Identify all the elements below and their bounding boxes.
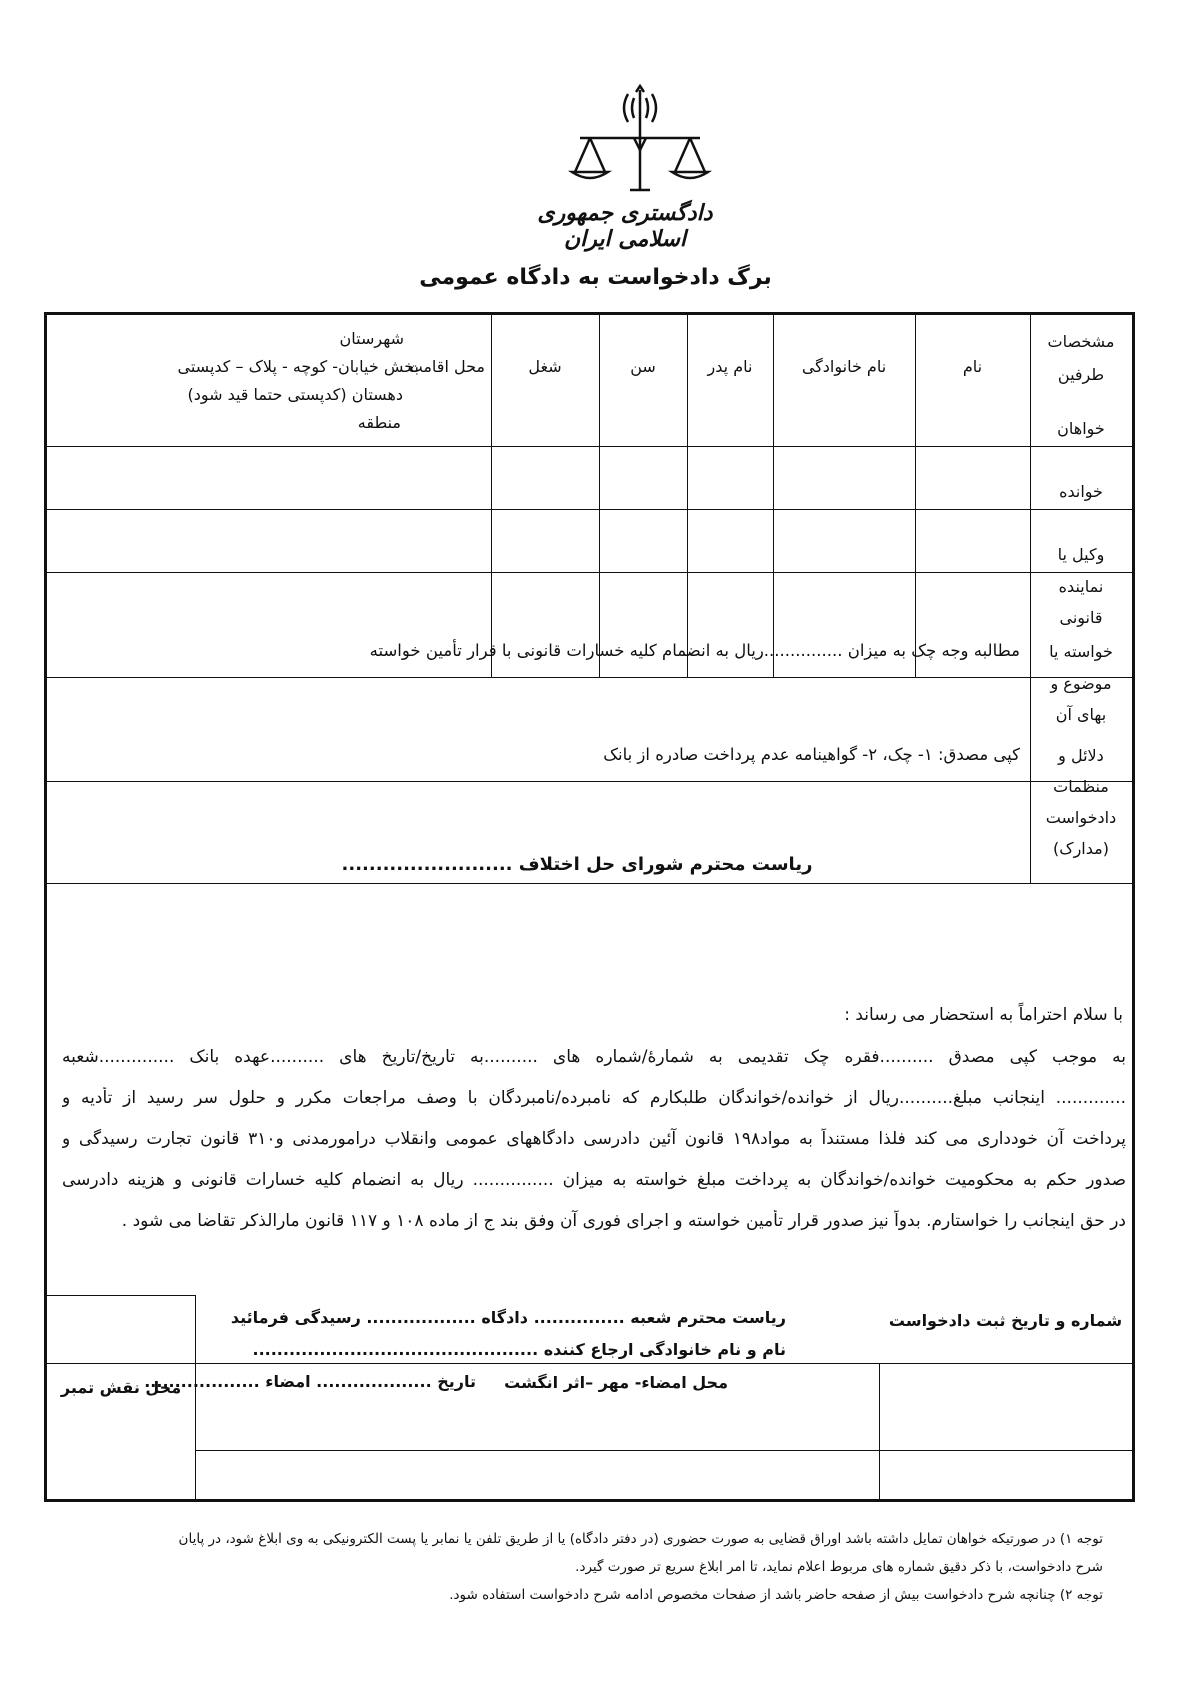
row-defendant: خوانده [1059,482,1103,501]
claim-label-line2: موضوع و [1050,674,1112,693]
header-father: نام پدر [707,357,753,376]
note-1-line2: شرح دادخواست، با ذکر دقیق شماره های مربوط اعلام نماید، تا امر ابلاغ سریع تر صورت گیرد. [575,1559,1103,1575]
petition-line-1: به موجب کپی مصدق ..........فقره چک تقدیمی به شمارهٔ/شماره های ..........به تاریخ/تاریخ های ..........عهده بانک ..............شعبه [62,1047,1126,1067]
row-lawyer-line1: وکیل یا [1057,545,1105,564]
petition-greeting: با سلام احتراماً به استحضار می رساند : [844,1005,1123,1025]
evidence-label-line3: دادخواست [1045,808,1117,827]
referral-line2: نام و نام خانوادگی ارجاع کننده ............................................... [252,1340,786,1359]
evidence-label-line2: منظمات [1053,777,1109,796]
header-job: شغل [528,357,562,376]
logo-text: دادگستری جمهوری اسلامی ایران [537,200,713,252]
header-address-line3: دهستان (کدپستی حتما قید شود) [187,385,403,404]
evidence-label-line4: (مدارک) [1053,839,1109,858]
petition-heading: ریاست محترم شورای حل اختلاف ......................... [341,854,813,875]
referral-line3: تاریخ ................... امضاء ................... [144,1372,476,1391]
petition-line-2: ............. اینجانب مبلغ..........ریال از خوانده/خواندگان طلبکارم که نامبرده/نامبردگان با وصف مراجعات مکرر و حلول سر رسید از تأدیه و [62,1088,1126,1108]
claim-label-line3: بهای آن [1055,705,1107,724]
note-2: توجه ۲) چنانچه شرح دادخواست بیش از صفحه حاضر باشد از صفحات مخصوص ادامه شرح دادخواست استفاده شود. [449,1587,1103,1603]
signature-area-label: محل امضاء- مهر –اثر انگشت [504,1373,728,1392]
header-residence: محل اقامت [407,357,485,376]
claim-value: مطالبه وجه چک به میزان ...............ریال به انضمام کلیه خسارات قانونی با قرار تأمین خواسته [369,641,1020,660]
header-name: نام [962,357,983,376]
note-1-line1: توجه ۱) در صورتیکه خواهان تمایل داشته باشد اوراق قضایی به صورت حضوری (در دفتر دادگاه) یا از طریق تلفن یا نمابر یا پست الکترونیکی به وی ابلاغ شود، در پایان [178,1531,1103,1547]
petition-line-4: صدور حکم به محکومیت خوانده/خواندگان به پرداخت مبلغ خواسته به میزان ............... ریال به انضمام کلیه خسارات قانونی و هزینه دادرسی [62,1170,1126,1190]
claim-label-line1: خواسته یا [1049,642,1113,661]
evidence-value: کپی مصدق: ۱- چک، ۲- گواهینامه عدم پرداخت صادره از بانک [603,745,1020,764]
header-family: نام خانوادگی [801,357,887,376]
petition-form [44,312,1135,1502]
row-lawyer-line3: قانونی [1059,608,1103,627]
judiciary-emblem-icon [550,80,730,210]
registration-label: شماره و تاریخ ثبت دادخواست [888,1311,1123,1330]
header-parties: مشخصات طرفین [1047,332,1115,384]
header-age: سن [630,357,656,376]
header-address-line1: شهرستان [339,329,404,348]
petition-line-3: پرداخت آن خودداری می کند فلذا مستنداً به مواد۱۹۸ قانون آئین دادرسی دادگاههای عمومی وانقلاب درامورمدنی و۳۱۰ قانون تجارت رسیدگی و [62,1129,1126,1149]
row-lawyer-line2: نماینده [1058,577,1104,596]
header-address-line2: بخش خیابان- کوچه - پلاک – کدپستی [177,357,419,376]
stamp-area-label: محل نقش تمبر [60,1378,182,1397]
row-plaintiff: خواهان [1057,419,1105,438]
referral-line1: ریاست محترم شعبه ............... دادگاه .................. رسیدگی فرمائید [230,1308,786,1327]
form-title: برگ دادخواست به دادگاه عمومی [419,265,772,290]
evidence-label-line1: دلائل و [1058,746,1104,765]
header-address-line4: منطقه [357,413,401,432]
petition-line-5: در حق اینجانب را خواستارم. بدواً نیز صدور قرار تأمین خواسته و اجرای فوری آن وفق بند ج از ماده ۱۰۸ و ۱۱۷ قانون مارالذکر تقاضا می شود . [121,1211,1126,1231]
